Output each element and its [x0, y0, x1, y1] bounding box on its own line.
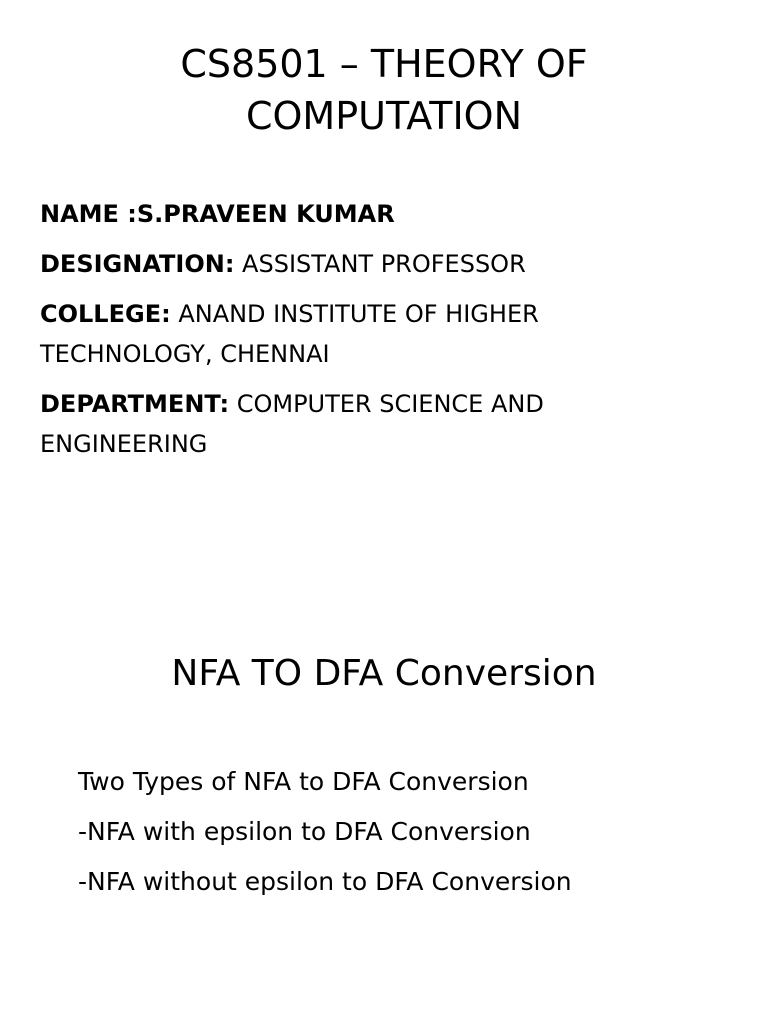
section-title: NFA TO DFA Conversion [171, 653, 597, 694]
info-department [40, 384, 680, 464]
info-college-value: ANAND INSTITUTE OF HIGHER TECHNOLOGY, CHENNAI [40, 300, 539, 368]
page-title [0, 38, 768, 142]
info-college [40, 294, 680, 374]
info-designation-value: ASSISTANT PROFESSOR [234, 250, 526, 278]
info-department-value: COMPUTER SCIENCE AND ENGINEERING [40, 390, 544, 458]
info-name-label: NAME : [40, 200, 137, 228]
info-department-label: DEPARTMENT: [40, 390, 230, 418]
info-college-label: COLLEGE: [40, 300, 171, 328]
info-designation-label: DESIGNATION: [40, 250, 235, 278]
title-line-1: CS8501 – THEORY OF [180, 42, 588, 86]
info-name-value: S.PRAVEEN KUMAR [136, 200, 395, 228]
list-item: Two Types of NFA to DFA Conversion [78, 767, 529, 796]
info-designation [40, 244, 680, 284]
info-name [40, 194, 680, 234]
title-line-2: COMPUTATION [245, 94, 523, 138]
list-item: -NFA without epsilon to DFA Conversion [78, 867, 572, 896]
conversion-list [78, 762, 738, 912]
author-info [40, 194, 680, 474]
list-item: -NFA with epsilon to DFA Conversion [78, 817, 531, 846]
